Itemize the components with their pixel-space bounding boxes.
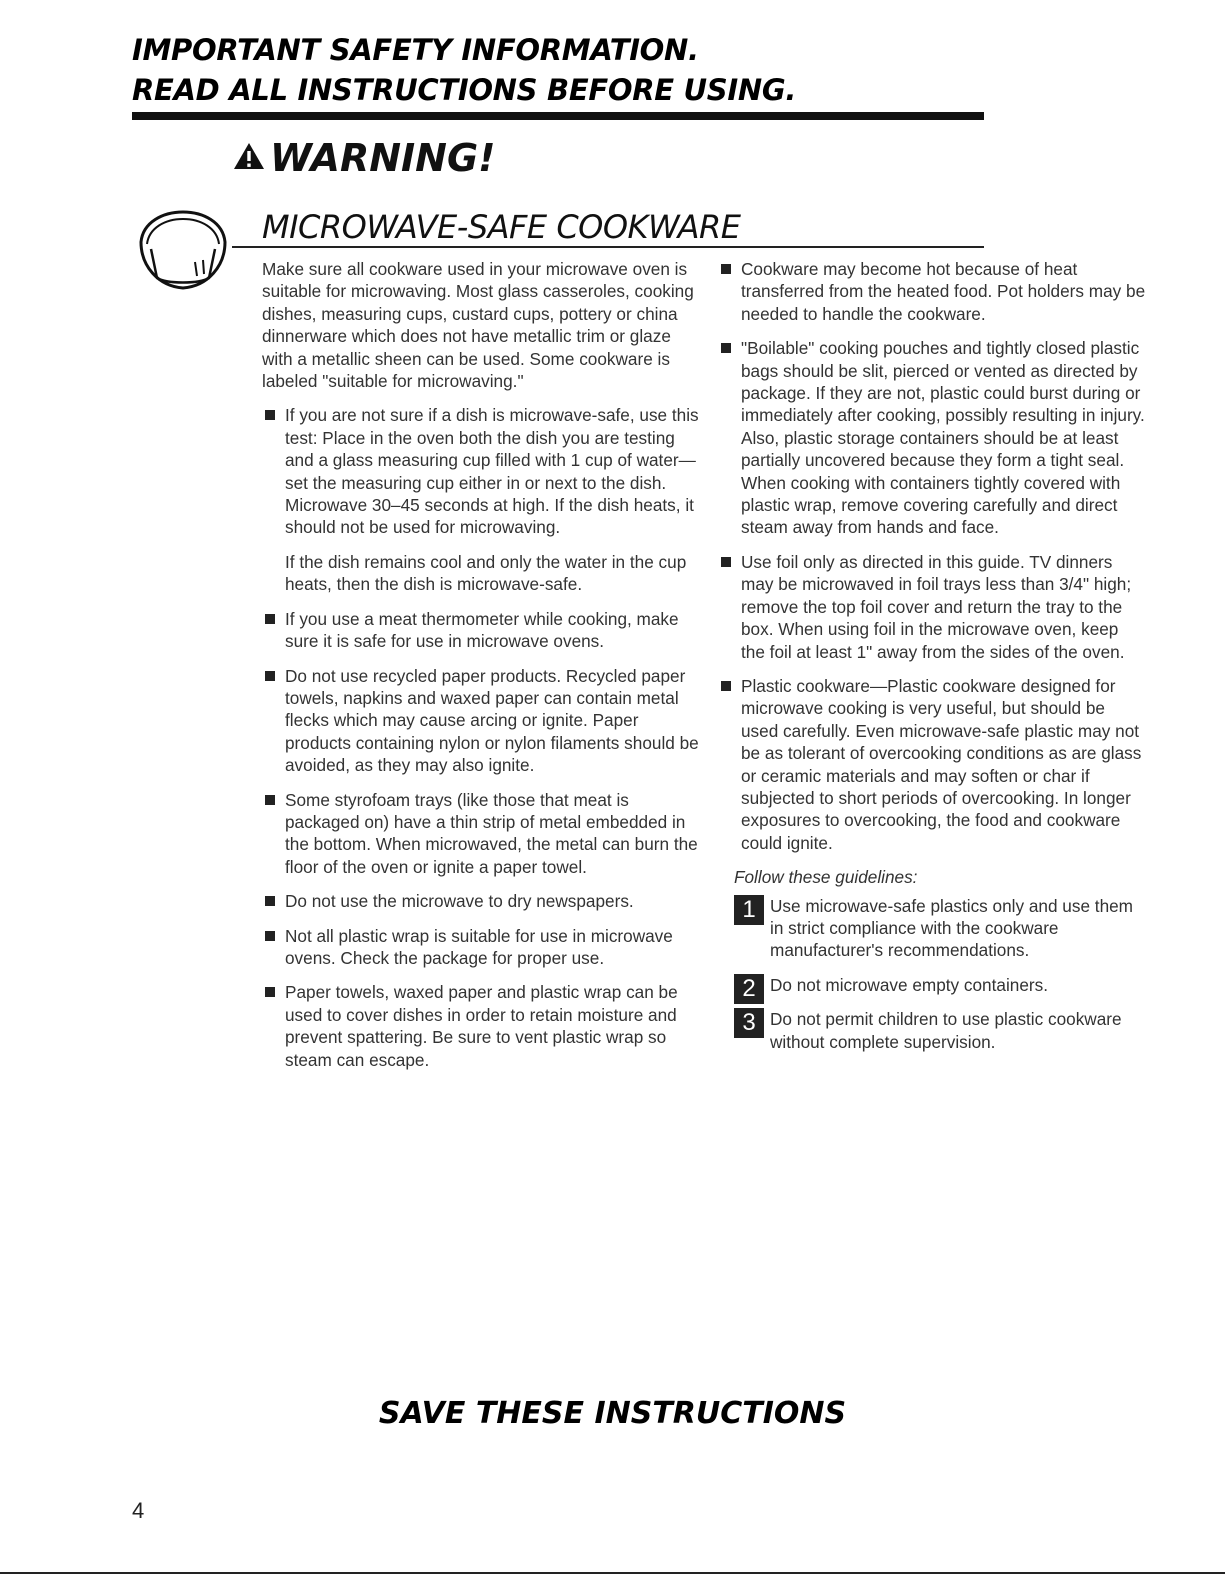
bullet-square-icon xyxy=(721,681,731,691)
bullet-text: Plastic cookware—Plastic cookware designed for microwave cooking is very useful, but should be used carefully. Even microwave-safe plastic may not be as tolerant of overcooking conditions as are glass or ceramic materials and may soften or char if subjected to short periods of overcooking. In longer exposures to overcooking, the food and cookware could ignite. xyxy=(741,675,1142,853)
bullet-square-icon xyxy=(265,795,275,805)
guideline-text: Do not permit children to use plastic cookware without complete supervision. xyxy=(770,1009,1122,1052)
bullet-item xyxy=(262,981,702,1071)
bullet-item xyxy=(718,337,1146,539)
bullet-square-icon xyxy=(265,614,275,624)
cookware-dish-icon xyxy=(133,204,233,299)
intro-paragraph: Make sure all cookware used in your microwave oven is suitable for microwaving. Most glass casseroles, cooking dishes, measuring cups, custard cups, pottery or china dinnerware which does not have metallic trim or glaze with a metallic sheen can be used. Some cookware is labeled "suitable for microwaving." xyxy=(262,259,694,392)
guideline-item xyxy=(718,895,1146,962)
bullet-item xyxy=(262,665,702,777)
bullet-text: Do not use recycled paper products. Recycled paper towels, napkins and waxed paper can contain metal flecks which may cause arcing or ignite. Paper products containing nylon or nylon filaments should be avoided, as they may also ignite. xyxy=(285,665,699,776)
bullet-item xyxy=(718,551,1146,663)
section-title: MICROWAVE-SAFE COOKWARE xyxy=(262,208,741,246)
bullet-square-icon xyxy=(721,264,731,274)
bullet-text: "Boilable" cooking pouches and tightly closed plastic bags should be slit, pierced or vented as directed by package. If they are not, plastic could burst during or immediately after cooking, possibly resulting in injury. Also, plastic storage containers should be at least partially uncovered because they form a tight seal. When cooking with containers tightly covered with plastic wrap, remove covering carefully and direct steam away from hands and face. xyxy=(741,338,1145,538)
page-number: 4 xyxy=(132,1498,145,1523)
bullet-text: If you use a meat thermometer while cooking, make sure it is safe for use in microwave ovens. xyxy=(285,608,679,652)
bottom-rule xyxy=(0,1572,1225,1574)
guideline-item xyxy=(718,974,1146,1002)
bullet-text: Use foil only as directed in this guide. TV dinners may be microwaved in foil trays less than 3/4" high; remove the top foil cover and return the tray to the box. When using foil in the microwave oven, keep the foil at least 1" away from the sides of the oven. xyxy=(741,551,1132,662)
guideline-item xyxy=(718,1008,1146,1053)
bullet-item xyxy=(718,258,1146,325)
bullet-square-icon xyxy=(265,896,275,906)
bullet-text: Do not use the microwave to dry newspapers. xyxy=(285,891,634,912)
header-line-1: IMPORTANT SAFETY INFORMATION. xyxy=(132,33,699,67)
bullet-square-icon xyxy=(265,931,275,941)
bullet-text: Cookware may become hot because of heat transferred from the heated food. Pot holders may be needed to handle the cookware. xyxy=(741,259,1146,324)
bullet-item xyxy=(262,789,702,879)
header-rule xyxy=(132,112,984,120)
guideline-number-badge: 1 xyxy=(734,895,764,925)
bullet-item xyxy=(718,675,1146,854)
bullet-item xyxy=(262,890,702,912)
page-header xyxy=(132,30,990,110)
footer-title: SAVE THESE INSTRUCTIONS xyxy=(378,1396,847,1431)
follow-guidelines-label: Follow these guidelines: xyxy=(734,867,918,888)
guideline-text: Do not microwave empty containers. xyxy=(770,974,1048,995)
left-column xyxy=(262,258,702,1083)
warning-triangle-icon xyxy=(232,136,266,180)
bullet-item xyxy=(262,404,702,595)
bullet-text: If you are not sure if a dish is microwave-safe, use this test: Place in the oven both the dish you are testing and a glass measuring cup filled with 1 cup of water—set the measuring cup either in or next to the dish. Microwave 30–45 seconds at high. If the dish heats, it should not be used for microwaving. xyxy=(285,405,699,538)
right-column xyxy=(718,258,1146,1065)
guideline-number-badge: 3 xyxy=(734,1008,764,1038)
bullet-text: Not all plastic wrap is suitable for use in microwave ovens. Check the package for proper use. xyxy=(285,925,673,968)
bullet-square-icon xyxy=(265,671,275,681)
bullet-subparagraph: If the dish remains cool and only the water in the cup heats, then the dish is microwave-safe. xyxy=(285,551,687,595)
bullet-square-icon xyxy=(721,343,731,353)
warning-label: WARNING! xyxy=(270,136,496,180)
warning-heading xyxy=(232,136,496,180)
bullet-square-icon xyxy=(265,410,275,420)
bullet-text: Paper towels, waxed paper and plastic wrap can be used to cover dishes in order to retain moisture and prevent spattering. Be sure to vent plastic wrap so steam can escape. xyxy=(285,982,678,1070)
bullet-item xyxy=(262,925,702,970)
bullet-square-icon xyxy=(721,557,731,567)
section-rule xyxy=(232,246,984,248)
guideline-number-badge: 2 xyxy=(734,974,764,1004)
bullet-item xyxy=(262,608,702,653)
bullet-square-icon xyxy=(265,987,275,997)
guideline-text: Use microwave-safe plastics only and use them in strict compliance with the cookware manufacturer's recommendations. xyxy=(770,895,1134,961)
header-line-2: READ ALL INSTRUCTIONS BEFORE USING. xyxy=(132,73,797,107)
bullet-text: Some styrofoam trays (like those that meat is packaged on) have a thin strip of metal embedded in the bottom. When microwaved, the metal can burn the floor of the oven or ignite a paper towel. xyxy=(285,789,698,877)
